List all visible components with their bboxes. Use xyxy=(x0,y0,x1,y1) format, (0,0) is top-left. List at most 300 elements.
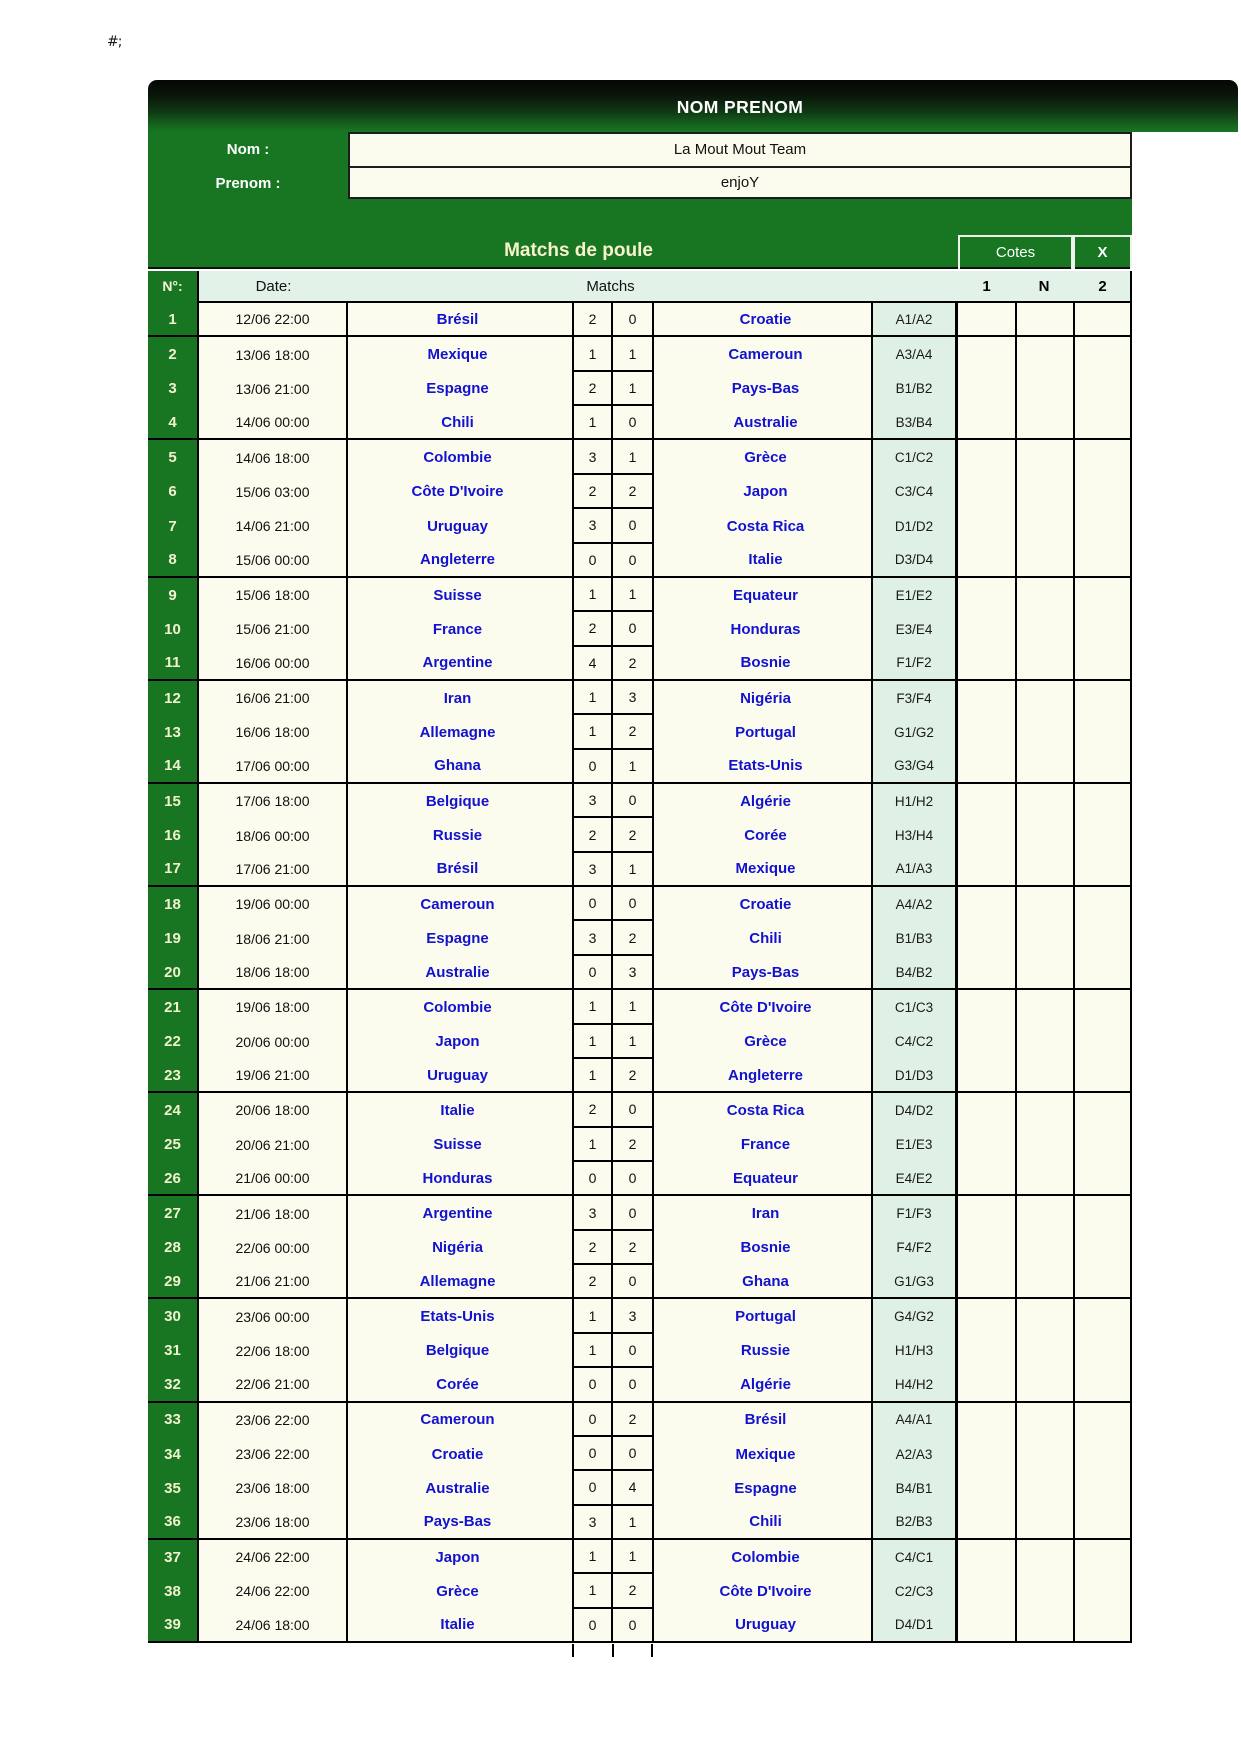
odds-cell-1[interactable] xyxy=(958,818,1015,852)
odds-cell-2[interactable] xyxy=(1073,1506,1132,1540)
away-team: Côte D'Ivoire xyxy=(654,1574,873,1608)
column-header-date: Date: xyxy=(255,278,292,295)
home-score-cell[interactable]: 0 xyxy=(572,750,613,784)
table-row xyxy=(148,1059,1132,1093)
home-team: Australie xyxy=(348,956,572,990)
away-score-cell[interactable]: 0 xyxy=(613,509,654,543)
home-score-cell[interactable]: 2 xyxy=(572,372,613,406)
odds-cell-n[interactable] xyxy=(1015,544,1073,578)
group-code: D3/D4 xyxy=(873,544,958,578)
odds-cell-1[interactable] xyxy=(958,715,1015,749)
group-code: E1/E2 xyxy=(873,578,958,612)
odds-cell-2[interactable] xyxy=(1073,1574,1132,1608)
odds-cell-2[interactable] xyxy=(1073,1265,1132,1299)
odds-cell-n[interactable] xyxy=(1015,1231,1073,1265)
away-score-cell[interactable]: 2 xyxy=(613,715,654,749)
away-team: Espagne xyxy=(654,1471,873,1505)
away-score-cell[interactable]: 2 xyxy=(613,818,654,852)
match-date: 15/06 03:00 xyxy=(199,475,348,509)
away-score-cell[interactable]: 0 xyxy=(613,544,654,578)
home-score-cell[interactable]: 1 xyxy=(572,406,613,440)
home-score-cell[interactable]: 2 xyxy=(572,1231,613,1265)
away-score-cell[interactable]: 2 xyxy=(613,647,654,681)
group-code: G4/G2 xyxy=(873,1299,958,1333)
home-team: Uruguay xyxy=(348,1059,572,1093)
match-date: 14/06 00:00 xyxy=(199,406,348,440)
group-code: F1/F2 xyxy=(873,647,958,681)
odds-cell-1[interactable] xyxy=(958,372,1015,406)
away-score-cell[interactable]: 3 xyxy=(613,956,654,990)
odds-cell-n[interactable] xyxy=(1015,1093,1073,1127)
odds-cell-n[interactable] xyxy=(1015,1025,1073,1059)
odds-cell-1[interactable] xyxy=(958,853,1015,887)
away-team: Chili xyxy=(654,921,873,955)
odds-cell-n[interactable] xyxy=(1015,1196,1073,1230)
odds-cell-1[interactable] xyxy=(958,303,1015,337)
away-score-cell[interactable]: 1 xyxy=(613,372,654,406)
odds-cell-1[interactable] xyxy=(958,578,1015,612)
home-team: Belgique xyxy=(348,1334,572,1368)
home-score-cell[interactable]: 2 xyxy=(572,475,613,509)
odds-cell-1[interactable] xyxy=(958,1368,1015,1402)
odds-cell-n[interactable] xyxy=(1015,578,1073,612)
odds-cell-1[interactable] xyxy=(958,1609,1015,1643)
table-row xyxy=(148,612,1132,646)
odds-cell-2[interactable] xyxy=(1073,1299,1132,1333)
odds-cell-n[interactable] xyxy=(1015,956,1073,990)
home-score-cell[interactable]: 1 xyxy=(572,1334,613,1368)
away-score-cell[interactable]: 2 xyxy=(613,921,654,955)
match-number: 22 xyxy=(148,1025,199,1059)
odds-cell-2[interactable] xyxy=(1073,1196,1132,1230)
match-date: 17/06 00:00 xyxy=(199,750,348,784)
match-date: 23/06 18:00 xyxy=(199,1506,348,1540)
home-team: Suisse xyxy=(348,1128,572,1162)
match-date: 22/06 21:00 xyxy=(199,1368,348,1402)
odds-cell-2[interactable] xyxy=(1073,1334,1132,1368)
odds-cell-1[interactable] xyxy=(958,1574,1015,1608)
group-code: F4/F2 xyxy=(873,1231,958,1265)
match-number: 14 xyxy=(148,750,199,784)
odds-cell-n[interactable] xyxy=(1015,1471,1073,1505)
home-team: Espagne xyxy=(348,372,572,406)
group-code: D1/D2 xyxy=(873,509,958,543)
away-score-cell[interactable]: 1 xyxy=(613,990,654,1024)
home-team: Belgique xyxy=(348,784,572,818)
away-score-cell[interactable]: 2 xyxy=(613,1059,654,1093)
away-team: Chili xyxy=(654,1506,873,1540)
odds-cell-2[interactable] xyxy=(1073,509,1132,543)
odds-cell-1[interactable] xyxy=(958,475,1015,509)
odds-cell-1[interactable] xyxy=(958,1093,1015,1127)
odds-cell-1[interactable] xyxy=(958,990,1015,1024)
away-score-cell[interactable]: 1 xyxy=(613,853,654,887)
match-number: 8 xyxy=(148,544,199,578)
odds-cell-1[interactable] xyxy=(958,544,1015,578)
home-score-cell[interactable]: 0 xyxy=(572,544,613,578)
odds-cell-n[interactable] xyxy=(1015,1162,1073,1196)
home-score-cell[interactable]: 3 xyxy=(572,853,613,887)
table-row xyxy=(148,1506,1132,1540)
group-code: B2/B3 xyxy=(873,1506,958,1540)
home-team: Japon xyxy=(348,1540,572,1574)
home-score-cell[interactable]: 3 xyxy=(572,1196,613,1230)
odds-cell-1[interactable] xyxy=(958,1231,1015,1265)
home-team: Etats-Unis xyxy=(348,1299,572,1333)
home-team: Italie xyxy=(348,1609,572,1643)
odds-cell-1[interactable] xyxy=(958,1437,1015,1471)
prenom-field[interactable]: enjoY xyxy=(348,168,1132,199)
match-number: 19 xyxy=(148,921,199,955)
home-score-cell[interactable]: 4 xyxy=(572,647,613,681)
odds-cell-n[interactable] xyxy=(1015,1299,1073,1333)
group-code: C4/C1 xyxy=(873,1540,958,1574)
odds-cell-2[interactable] xyxy=(1073,303,1132,337)
odds-cell-n[interactable] xyxy=(1015,784,1073,818)
group-code: B1/B2 xyxy=(873,372,958,406)
home-score-cell[interactable]: 0 xyxy=(572,956,613,990)
home-team: Chili xyxy=(348,406,572,440)
home-score-cell[interactable]: 2 xyxy=(572,1265,613,1299)
table-row xyxy=(148,303,1132,337)
odds-cell-2[interactable] xyxy=(1073,1231,1132,1265)
sheet-title: NOM PRENOM xyxy=(676,97,804,117)
home-score-cell[interactable]: 2 xyxy=(572,1093,613,1127)
odds-cell-n[interactable] xyxy=(1015,921,1073,955)
home-team: Mexique xyxy=(348,337,572,371)
home-score-cell[interactable]: 3 xyxy=(572,921,613,955)
odds-cell-1[interactable] xyxy=(958,784,1015,818)
away-score-cell[interactable]: 1 xyxy=(613,578,654,612)
match-number: 26 xyxy=(148,1162,199,1196)
group-code: E4/E2 xyxy=(873,1162,958,1196)
group-code: B4/B2 xyxy=(873,956,958,990)
odds-cell-2[interactable] xyxy=(1073,853,1132,887)
odds-cell-n[interactable] xyxy=(1015,612,1073,646)
odds-cell-2[interactable] xyxy=(1073,990,1132,1024)
next-row-cutoff-fragment xyxy=(572,1644,653,1657)
home-score-cell[interactable]: 1 xyxy=(572,681,613,715)
odds-cell-1[interactable] xyxy=(958,509,1015,543)
away-score-cell[interactable]: 0 xyxy=(613,303,654,337)
odds-cell-n[interactable] xyxy=(1015,1128,1073,1162)
away-score-cell[interactable]: 1 xyxy=(613,1025,654,1059)
odds-cell-n[interactable] xyxy=(1015,818,1073,852)
odds-cell-2[interactable] xyxy=(1073,921,1132,955)
match-date: 22/06 18:00 xyxy=(199,1334,348,1368)
group-code: G1/G3 xyxy=(873,1265,958,1299)
match-number: 13 xyxy=(148,715,199,749)
odds-cell-2[interactable] xyxy=(1073,1093,1132,1127)
match-date: 18/06 21:00 xyxy=(199,921,348,955)
table-row xyxy=(148,1334,1132,1368)
home-score-cell[interactable]: 0 xyxy=(572,1162,613,1196)
home-team: Espagne xyxy=(348,921,572,955)
odds-cell-1[interactable] xyxy=(958,406,1015,440)
odds-cell-2[interactable] xyxy=(1073,1437,1132,1471)
odds-cell-1[interactable] xyxy=(958,921,1015,955)
odds-cell-2[interactable] xyxy=(1073,612,1132,646)
home-score-cell[interactable]: 0 xyxy=(572,1471,613,1505)
home-score-cell[interactable]: 3 xyxy=(572,509,613,543)
match-date: 18/06 00:00 xyxy=(199,818,348,852)
odds-cell-1[interactable] xyxy=(958,956,1015,990)
odds-cell-2[interactable] xyxy=(1073,475,1132,509)
match-number: 3 xyxy=(148,372,199,406)
odds-cell-2[interactable] xyxy=(1073,681,1132,715)
home-team: Angleterre xyxy=(348,544,572,578)
odds-cell-n[interactable] xyxy=(1015,475,1073,509)
away-score-cell[interactable]: 0 xyxy=(613,1265,654,1299)
home-score-cell[interactable]: 1 xyxy=(572,1059,613,1093)
away-team: Australie xyxy=(654,406,873,440)
odds-cell-1[interactable] xyxy=(958,1299,1015,1333)
home-score-cell[interactable]: 0 xyxy=(572,1403,613,1437)
home-score-cell[interactable]: 0 xyxy=(572,1609,613,1643)
home-score-cell[interactable]: 3 xyxy=(572,1506,613,1540)
odds-cell-2[interactable] xyxy=(1073,1403,1132,1437)
odds-cell-1[interactable] xyxy=(958,1506,1015,1540)
odds-cell-2[interactable] xyxy=(1073,1609,1132,1643)
odds-cell-1[interactable] xyxy=(958,612,1015,646)
odds-cell-1[interactable] xyxy=(958,887,1015,921)
odds-cell-n[interactable] xyxy=(1015,406,1073,440)
odds-cell-2[interactable] xyxy=(1073,1162,1132,1196)
home-score-cell[interactable]: 1 xyxy=(572,1540,613,1574)
home-score-cell[interactable]: 1 xyxy=(572,1574,613,1608)
match-date: 14/06 21:00 xyxy=(199,509,348,543)
home-score-cell[interactable]: 1 xyxy=(572,578,613,612)
home-score-cell[interactable]: 1 xyxy=(572,715,613,749)
odds-cell-n[interactable] xyxy=(1015,337,1073,371)
group-stage-title: Matchs de poule xyxy=(504,240,653,261)
home-score-cell[interactable]: 0 xyxy=(572,1437,613,1471)
odds-cell-2[interactable] xyxy=(1073,956,1132,990)
odds-cell-2[interactable] xyxy=(1073,784,1132,818)
home-score-cell[interactable]: 2 xyxy=(572,303,613,337)
away-score-cell[interactable]: 2 xyxy=(613,1128,654,1162)
match-date: 16/06 21:00 xyxy=(199,681,348,715)
table-row xyxy=(148,509,1132,543)
odds-cell-n[interactable] xyxy=(1015,1506,1073,1540)
odds-cell-n[interactable] xyxy=(1015,1540,1073,1574)
odds-cell-1[interactable] xyxy=(958,1025,1015,1059)
odds-cell-1[interactable] xyxy=(958,1059,1015,1093)
table-row xyxy=(148,372,1132,406)
odds-cell-2[interactable] xyxy=(1073,1025,1132,1059)
table-row xyxy=(148,1299,1132,1333)
odds-cell-n[interactable] xyxy=(1015,440,1073,474)
odds-cell-1[interactable] xyxy=(958,440,1015,474)
home-team: Nigéria xyxy=(348,1231,572,1265)
away-score-cell[interactable]: 0 xyxy=(613,1368,654,1402)
away-score-cell[interactable]: 0 xyxy=(613,1196,654,1230)
odds-cell-2[interactable] xyxy=(1073,887,1132,921)
odds-cell-n[interactable] xyxy=(1015,1574,1073,1608)
home-score-cell[interactable]: 1 xyxy=(572,1128,613,1162)
odds-cell-2[interactable] xyxy=(1073,578,1132,612)
away-score-cell[interactable]: 0 xyxy=(613,1437,654,1471)
odds-cell-1[interactable] xyxy=(958,1334,1015,1368)
home-score-cell[interactable]: 3 xyxy=(572,440,613,474)
odds-cell-2[interactable] xyxy=(1073,750,1132,784)
away-team: Nigéria xyxy=(654,681,873,715)
odds-cell-n[interactable] xyxy=(1015,647,1073,681)
away-score-cell[interactable]: 2 xyxy=(613,475,654,509)
away-score-cell[interactable]: 0 xyxy=(613,612,654,646)
away-score-cell[interactable]: 1 xyxy=(613,1540,654,1574)
odds-cell-n[interactable] xyxy=(1015,1368,1073,1402)
odds-cell-1[interactable] xyxy=(958,337,1015,371)
match-rows xyxy=(148,303,1132,1643)
away-score-cell[interactable]: 4 xyxy=(613,1471,654,1505)
odds-cell-1[interactable] xyxy=(958,1196,1015,1230)
home-score-cell[interactable]: 1 xyxy=(572,1299,613,1333)
home-score-cell[interactable]: 2 xyxy=(572,612,613,646)
home-team: Brésil xyxy=(348,853,572,887)
odds-cell-1[interactable] xyxy=(958,1403,1015,1437)
home-team: Colombie xyxy=(348,990,572,1024)
match-date: 15/06 21:00 xyxy=(199,612,348,646)
home-team: Croatie xyxy=(348,1437,572,1471)
match-number: 2 xyxy=(148,337,199,371)
odds-cell-2[interactable] xyxy=(1073,440,1132,474)
home-score-cell[interactable]: 3 xyxy=(572,784,613,818)
away-score-cell[interactable]: 0 xyxy=(613,1162,654,1196)
odds-cell-n[interactable] xyxy=(1015,303,1073,337)
home-score-cell[interactable]: 1 xyxy=(572,990,613,1024)
odds-cell-n[interactable] xyxy=(1015,990,1073,1024)
home-score-cell[interactable]: 0 xyxy=(572,1368,613,1402)
table-row xyxy=(148,1403,1132,1437)
away-team: Pays-Bas xyxy=(654,372,873,406)
home-score-cell[interactable]: 0 xyxy=(572,887,613,921)
odds-cell-2[interactable] xyxy=(1073,372,1132,406)
away-score-cell[interactable]: 0 xyxy=(613,784,654,818)
column-header-odd-1: 1 xyxy=(982,278,991,295)
odds-cell-n[interactable] xyxy=(1015,1059,1073,1093)
away-team: Pays-Bas xyxy=(654,956,873,990)
odds-cell-1[interactable] xyxy=(958,1471,1015,1505)
odds-cell-2[interactable] xyxy=(1073,337,1132,371)
match-number: 1 xyxy=(148,303,199,337)
column-header-number: N°: xyxy=(148,271,199,303)
away-score-cell[interactable]: 0 xyxy=(613,1609,654,1643)
match-number: 33 xyxy=(148,1403,199,1437)
odds-cell-2[interactable] xyxy=(1073,715,1132,749)
odds-cell-n[interactable] xyxy=(1015,1609,1073,1643)
odds-cell-n[interactable] xyxy=(1015,372,1073,406)
odds-cell-2[interactable] xyxy=(1073,1059,1132,1093)
odds-cell-2[interactable] xyxy=(1073,1471,1132,1505)
odds-cell-n[interactable] xyxy=(1015,1437,1073,1471)
away-score-cell[interactable]: 0 xyxy=(613,406,654,440)
away-score-cell[interactable]: 3 xyxy=(613,1299,654,1333)
away-score-cell[interactable]: 1 xyxy=(613,440,654,474)
odds-cell-1[interactable] xyxy=(958,1265,1015,1299)
away-team: Colombie xyxy=(654,1540,873,1574)
odds-cell-n[interactable] xyxy=(1015,681,1073,715)
home-team: France xyxy=(348,612,572,646)
group-code: A3/A4 xyxy=(873,337,958,371)
away-score-cell[interactable]: 3 xyxy=(613,681,654,715)
away-score-cell[interactable]: 2 xyxy=(613,1574,654,1608)
away-score-cell[interactable]: 1 xyxy=(613,1506,654,1540)
match-number: 15 xyxy=(148,784,199,818)
odds-cell-1[interactable] xyxy=(958,750,1015,784)
group-code: B4/B1 xyxy=(873,1471,958,1505)
away-score-cell[interactable]: 2 xyxy=(613,1231,654,1265)
odds-cell-1[interactable] xyxy=(958,1162,1015,1196)
away-score-cell[interactable]: 1 xyxy=(613,750,654,784)
home-score-cell[interactable]: 1 xyxy=(572,337,613,371)
match-number: 9 xyxy=(148,578,199,612)
match-number: 17 xyxy=(148,853,199,887)
group-code: A4/A2 xyxy=(873,887,958,921)
odds-cell-n[interactable] xyxy=(1015,715,1073,749)
odds-cell-1[interactable] xyxy=(958,647,1015,681)
odds-cell-2[interactable] xyxy=(1073,544,1132,578)
match-number: 20 xyxy=(148,956,199,990)
match-date: 21/06 00:00 xyxy=(199,1162,348,1196)
match-number: 30 xyxy=(148,1299,199,1333)
table-row xyxy=(148,715,1132,749)
odds-cell-1[interactable] xyxy=(958,681,1015,715)
odds-cell-n[interactable] xyxy=(1015,853,1073,887)
odds-cell-2[interactable] xyxy=(1073,406,1132,440)
home-score-cell[interactable]: 2 xyxy=(572,818,613,852)
odds-cell-2[interactable] xyxy=(1073,1128,1132,1162)
away-score-cell[interactable]: 0 xyxy=(613,1093,654,1127)
nom-field[interactable]: La Mout Mout Team xyxy=(348,132,1132,168)
table-row xyxy=(148,406,1132,440)
odds-cell-2[interactable] xyxy=(1073,818,1132,852)
odds-cell-n[interactable] xyxy=(1015,887,1073,921)
away-team: Corée xyxy=(654,818,873,852)
table-row xyxy=(148,1162,1132,1196)
match-date: 23/06 22:00 xyxy=(199,1437,348,1471)
away-team: Algérie xyxy=(654,784,873,818)
match-date: 15/06 00:00 xyxy=(199,544,348,578)
table-row xyxy=(148,1128,1132,1162)
odds-cell-2[interactable] xyxy=(1073,1540,1132,1574)
away-team: Mexique xyxy=(654,853,873,887)
home-score-cell[interactable]: 1 xyxy=(572,1025,613,1059)
match-number: 18 xyxy=(148,887,199,921)
away-team: Equateur xyxy=(654,1162,873,1196)
away-score-cell[interactable]: 0 xyxy=(613,887,654,921)
home-team: Japon xyxy=(348,1025,572,1059)
group-code: A2/A3 xyxy=(873,1437,958,1471)
odds-cell-1[interactable] xyxy=(958,1128,1015,1162)
away-score-cell[interactable]: 2 xyxy=(613,1403,654,1437)
away-score-cell[interactable]: 1 xyxy=(613,337,654,371)
odds-cell-n[interactable] xyxy=(1015,1403,1073,1437)
away-team: Uruguay xyxy=(654,1609,873,1643)
odds-cell-n[interactable] xyxy=(1015,750,1073,784)
match-date: 17/06 21:00 xyxy=(199,853,348,887)
odds-cell-1[interactable] xyxy=(958,1540,1015,1574)
odds-cell-n[interactable] xyxy=(1015,1334,1073,1368)
match-date: 24/06 22:00 xyxy=(199,1540,348,1574)
away-score-cell[interactable]: 0 xyxy=(613,1334,654,1368)
odds-cell-n[interactable] xyxy=(1015,509,1073,543)
odds-cell-n[interactable] xyxy=(1015,1265,1073,1299)
x-header: X xyxy=(1073,235,1132,269)
odds-cell-2[interactable] xyxy=(1073,647,1132,681)
odds-cell-2[interactable] xyxy=(1073,1368,1132,1402)
group-code: G1/G2 xyxy=(873,715,958,749)
